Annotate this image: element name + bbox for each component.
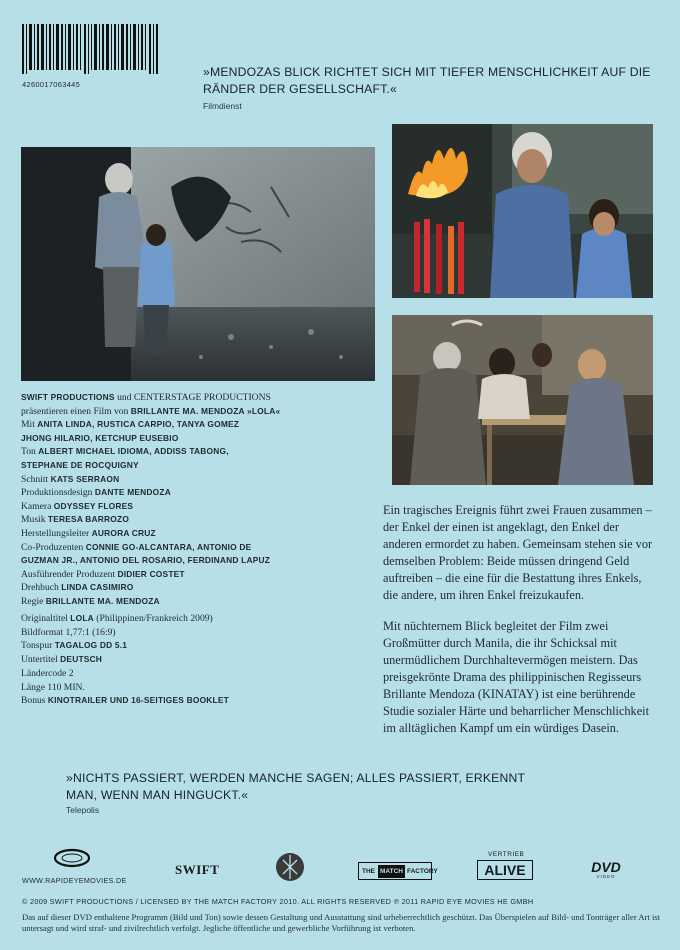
synopsis-paragraph-1: Ein tragisches Ereignis führt zwei Frauen zusammen – der Enkel der einen ist angeklagt, den Enkel der anderen ermordet zu haben. Gemeinsam stehen sie vor demselben Problem: Beide müssen dringend Geld auftreiben – die eine für die Bestattung ihres Enkels, die andere, um ihren Enkel freizukaufen. bbox=[383, 503, 653, 602]
credit-line-label: Regie bbox=[21, 595, 46, 607]
tech-line-label: Bonus bbox=[21, 695, 48, 707]
tech-line bbox=[21, 612, 381, 626]
tech-line-label: Länge bbox=[21, 681, 48, 693]
credit-line-value: BRILLANTE MA. MENDOZA »LOLA« bbox=[130, 405, 281, 416]
tech-line-value: TAGALOG DD 5.1 bbox=[54, 640, 128, 651]
tech-line-label: Ländercode bbox=[21, 667, 69, 679]
match-factory-the: THE bbox=[362, 867, 375, 875]
credit-line-label: Kamera bbox=[21, 500, 54, 512]
credit-line bbox=[21, 459, 381, 473]
credit-line bbox=[21, 445, 381, 459]
credit-line bbox=[21, 527, 381, 541]
credit-line bbox=[21, 513, 381, 527]
credit-line bbox=[21, 405, 381, 419]
credit-line bbox=[21, 581, 381, 595]
credit-line bbox=[21, 595, 381, 609]
credit-line-value: AURORA CRUZ bbox=[91, 527, 156, 538]
credit-line-value: ALBERT MICHAEL IDIOMA, ADDISS TABONG, bbox=[38, 446, 229, 457]
tech-specs-block bbox=[21, 612, 381, 708]
credit-line bbox=[21, 418, 381, 432]
tech-line-value: KINOTRAILER UND 16-SEITIGES BOOKLET bbox=[47, 695, 229, 706]
dvd-video-logo bbox=[586, 860, 626, 882]
match-factory-match: MATCH bbox=[378, 865, 405, 878]
match-factory-factory: FACTORY bbox=[407, 867, 438, 875]
tech-line bbox=[21, 681, 381, 695]
tech-line-label: Tonspur bbox=[21, 640, 55, 652]
tech-line-value: LOLA bbox=[70, 613, 94, 623]
credit-line-label: Drehbuch bbox=[21, 582, 62, 594]
credit-line-value: ODYSSEY FLORES bbox=[53, 500, 134, 511]
credit-line-value: CONNIE GO-ALCANTARA, ANTONIO DE bbox=[85, 541, 252, 552]
credit-line bbox=[21, 500, 381, 514]
match-factory-logo bbox=[358, 862, 438, 880]
credit-line-value: KATS SERRAON bbox=[50, 473, 120, 484]
credits-block bbox=[21, 391, 381, 609]
tech-line-rest: 2 bbox=[68, 667, 74, 679]
legal-notice: Das auf dieser DVD enthaltene Programm (Bild und Ton) sowie dessen Gestaltung und Ausstattung sind urheberrechtlich geschützt. Das Überspielen auf Bild- und Tonträger aller Art ist untersagt und wird straf- und zivilrechtlich verfolgt. Jegliche öffentliche und gewerbliche Vorführung ist verboten. bbox=[22, 912, 661, 933]
credit-line-label: Schnitt bbox=[21, 473, 51, 485]
credit-line bbox=[21, 391, 381, 405]
tech-line-rest: 110 MIN. bbox=[47, 681, 85, 693]
credit-line-value: ANITA LINDA, RUSTICA CARPIO, TANYA GOMEZ bbox=[37, 419, 240, 430]
credit-line-value: TERESA BARROZO bbox=[47, 514, 130, 525]
credit-line-value: GUZMAN JR., ANTONIO DEL ROSARIO, FERDINAND LAPUZ bbox=[21, 555, 271, 566]
tech-line-label: Bildformat bbox=[21, 626, 66, 638]
credit-line-value: DANTE MENDOZA bbox=[94, 487, 171, 498]
tech-line-value: DEUTSCH bbox=[60, 654, 103, 665]
credit-line-value: JHONG HILARIO, KETCHUP EUSEBIO bbox=[21, 432, 179, 443]
credit-line-value: BRILLANTE MA. MENDOZA bbox=[45, 595, 160, 606]
credit-line bbox=[21, 473, 381, 487]
credit-line-label: Ausführender Produzent bbox=[21, 568, 118, 580]
copyright-line: © 2009 SWIFT PRODUCTIONS / LICENSED BY THE MATCH FACTORY 2010. ALL RIGHTS RESERVED ℗ 2011 RAPID EYE MOVIES HE GMBH bbox=[22, 897, 534, 906]
dvd-logo-text: DVD bbox=[591, 859, 621, 875]
tech-line-rest: 1,77:1 (16:9) bbox=[65, 626, 116, 638]
tech-line bbox=[21, 694, 381, 708]
credit-line-value: STEPHANE DE ROCQUIGNY bbox=[21, 459, 139, 470]
barcode bbox=[22, 24, 160, 74]
credit-line bbox=[21, 486, 381, 500]
tech-line bbox=[21, 639, 381, 653]
press-quote-bottom-source: Telepolis bbox=[66, 805, 100, 815]
swift-logo: SWIFT bbox=[175, 862, 220, 877]
credit-line-value: LINDA CASIMIRO bbox=[61, 582, 134, 593]
vertrieb-label: VERTRIEB bbox=[488, 851, 525, 858]
press-quote-top: »MENDOZAS BLICK RICHTET SICH MIT TIEFER MENSCHLICHKEIT AUF DIE RÄNDER DER GESELLSCHAFT.« bbox=[203, 65, 651, 96]
synopsis-paragraph-2: Mit nüchternem Blick begleitet der Film zwei Großmütter durch Manila, die ihr Schicksal mit unermüdlichem Durchhaltevermögen meistern. Das preisgekrönte Drama des philippinischen Regisseurs Brillante Mendoza (KINATAY) ist eine berührende Studie sozialer Härte und beharrlicher Menschlichkeit im alltäglichen Kampf um ein würdiges Dasein. bbox=[383, 619, 649, 735]
tech-line-label: Untertitel bbox=[21, 654, 61, 666]
tech-line bbox=[21, 667, 381, 681]
credit-line-value: DIDIER COSTET bbox=[117, 568, 185, 579]
tech-line-label: Originaltitel bbox=[21, 613, 71, 624]
credit-line-label: Musik bbox=[21, 514, 48, 526]
credit-line-rest: und CENTERSTAGE PRODUCTIONS bbox=[114, 392, 271, 403]
photo-right-bottom bbox=[392, 315, 653, 485]
credit-line-label: Ton bbox=[21, 446, 39, 458]
credit-line bbox=[21, 541, 381, 555]
rapid-eye-movies-logo bbox=[53, 848, 91, 868]
credit-line-label: Herstellungsleiter bbox=[21, 527, 92, 539]
credit-line-label: Mit bbox=[21, 419, 38, 431]
centerstage-logo bbox=[275, 852, 305, 882]
barcode-number: 4260017063445 bbox=[22, 80, 81, 89]
press-quote-top-source: Filmdienst bbox=[203, 101, 242, 111]
tech-line bbox=[21, 626, 381, 640]
tech-line-rest: (Philippinen/Frankreich 2009) bbox=[93, 613, 213, 624]
photo-left bbox=[21, 147, 375, 381]
credit-line bbox=[21, 568, 381, 582]
synopsis bbox=[383, 502, 653, 751]
credit-line-label: präsentieren einen Film von bbox=[21, 405, 131, 417]
credit-line bbox=[21, 554, 381, 568]
credit-line bbox=[21, 432, 381, 446]
dvd-logo-subtext: VIDEO bbox=[596, 874, 616, 879]
credit-line-value: SWIFT PRODUCTIONS bbox=[21, 392, 115, 402]
photo-right-top bbox=[392, 124, 653, 298]
credit-line-label: Co-Produzenten bbox=[21, 541, 86, 553]
press-quote-bottom: »NICHTS PASSIERT, WERDEN MANCHE SAGEN; ALLES PASSIERT, ERKENNT MAN, WENN MAN HINGUCKT.« bbox=[66, 771, 525, 802]
tech-line bbox=[21, 653, 381, 667]
credit-line-label: Produktionsdesign bbox=[21, 487, 95, 499]
website-url: WWW.RAPIDEYEMOVIES.DE bbox=[22, 876, 127, 885]
alive-logo: ALIVE bbox=[477, 860, 533, 880]
